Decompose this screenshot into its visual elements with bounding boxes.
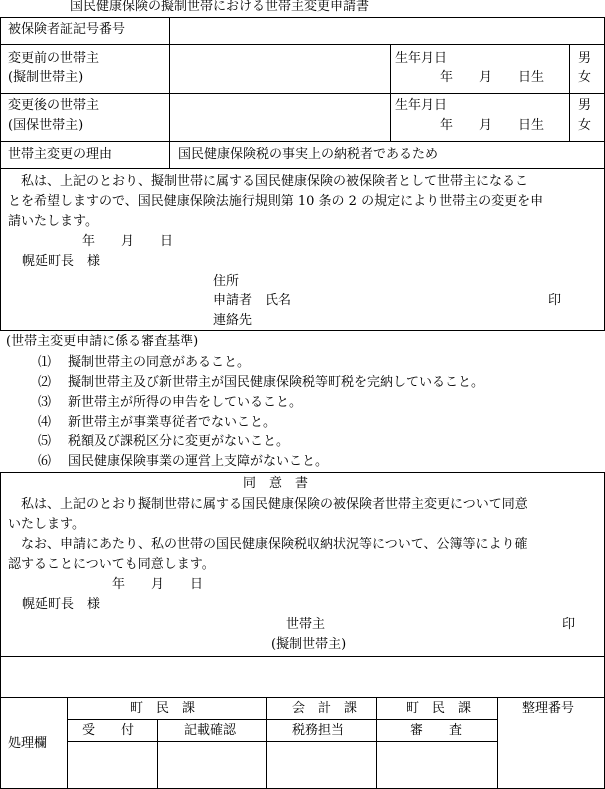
- after-householder-name-field[interactable]: [171, 95, 389, 140]
- applicant-seal: 印: [548, 293, 562, 308]
- table-rule: [0, 168, 605, 169]
- consent-seal: 印: [562, 617, 576, 632]
- table-rule: [569, 44, 570, 141]
- table-rule: [376, 697, 377, 789]
- consent-heading: 同 意 書: [243, 476, 309, 491]
- declaration-date: 年 月 日: [82, 234, 174, 249]
- declaration-line: 請いたします。: [8, 214, 98, 229]
- applicant-address-label: 住所: [213, 274, 240, 289]
- applicant-name-label: 申請者 氏名: [213, 293, 292, 308]
- table-rule: [157, 719, 158, 789]
- applicant-contact-label: 連絡先: [213, 313, 253, 328]
- column-header: 記載確認: [184, 723, 237, 738]
- criteria-item-text: 擬制世帯主の同意があること。: [68, 355, 251, 370]
- criteria-item-text: 擬制世帯主及び新世帯主が国民健康保険税等町税を完納していること。: [68, 375, 485, 390]
- criteria-heading: (世帯主変更申請に係る審査基準): [6, 334, 199, 349]
- column-header: 受 付: [82, 723, 135, 738]
- consent-signature-field[interactable]: [2, 658, 603, 696]
- before-sex-male[interactable]: 男: [578, 51, 592, 66]
- table-rule: [266, 697, 267, 789]
- after-householder-sublabel: (国保世帯主): [8, 118, 84, 133]
- insured-number-field[interactable]: [171, 19, 603, 43]
- after-sex-female[interactable]: 女: [578, 118, 592, 133]
- table-rule: [67, 697, 68, 789]
- consent-addressee: 幌延町長 様: [22, 597, 101, 612]
- after-birth-date: 年 月 日生: [440, 118, 545, 133]
- column-header: 審 査: [410, 723, 463, 738]
- criteria-item-number: ⑸: [38, 434, 52, 449]
- after-birth-label: 生年月日: [395, 98, 448, 113]
- table-rule: [169, 17, 170, 168]
- consent-householder-sublabel: (擬制世帯主): [271, 637, 347, 652]
- criteria-item-number: ⑴: [38, 355, 52, 370]
- table-rule: [0, 93, 605, 94]
- before-sex-female[interactable]: 女: [578, 70, 592, 85]
- before-householder-name-field[interactable]: [171, 46, 389, 92]
- criteria-item-number: ⑶: [38, 395, 52, 410]
- declaration-addressee: 幌延町長 様: [22, 254, 101, 269]
- criteria-item-text: 税額及び課税区分に変更がないこと。: [68, 434, 290, 449]
- consent-line: 私は、上記のとおり擬制世帯に属する国民健康保険の被保険者世帯主変更について同意: [8, 497, 528, 512]
- criteria-item-number: ⑵: [38, 375, 52, 390]
- dept-header: 町 民 課: [130, 701, 196, 716]
- before-householder-sublabel: (擬制世帯主): [8, 70, 84, 85]
- consent-line: なお、申請にあたり、私の世帯の国民健康保険税収納状況等について、公簿等により確: [8, 537, 528, 552]
- after-sex-male[interactable]: 男: [578, 98, 592, 113]
- reason-label: 世帯主変更の理由: [8, 147, 113, 162]
- after-householder-label: 変更後の世帯主: [8, 98, 100, 113]
- consent-line: いたします。: [8, 517, 85, 532]
- criteria-item-number: ⑹: [38, 454, 52, 469]
- insured-number-label: 被保険者証記号番号: [8, 22, 126, 37]
- column-header: 税務担当: [292, 723, 345, 738]
- declaration-line: 私は、上記のとおり、擬制世帯に属する国民健康保険の被保険者として世帯主になるこ: [8, 174, 529, 189]
- consent-date: 年 月 日: [112, 577, 204, 592]
- table-rule: [0, 44, 605, 45]
- criteria-item-number: ⑷: [38, 415, 52, 430]
- criteria-item-text: 国民健康保険事業の運営上支障がないこと。: [68, 454, 329, 469]
- table-rule: [497, 697, 498, 789]
- reference-number-label: 整理番号: [522, 701, 575, 716]
- before-birth-date: 年 月 日生: [440, 70, 545, 85]
- dept-header: 町 民 課: [406, 701, 472, 716]
- table-rule: [390, 44, 391, 141]
- form-title: 国民健康保険の擬制世帯における世帯主変更申請書: [70, 0, 370, 14]
- criteria-item-text: 新世帯主が所得の申告をしていること。: [68, 395, 303, 410]
- consent-householder-label: 世帯主: [286, 617, 326, 632]
- before-birth-label: 生年月日: [395, 51, 448, 66]
- dept-header: 会 計 課: [292, 701, 358, 716]
- table-rule: [0, 697, 605, 698]
- reason-value: 国民健康保険税の事実上の納税者であるため: [178, 147, 439, 162]
- table-rule: [0, 656, 605, 657]
- table-rule: [0, 141, 605, 142]
- consent-line: 認することについても同意します。: [8, 557, 215, 572]
- table-rule: [67, 719, 497, 720]
- before-householder-label: 変更前の世帯主: [8, 51, 100, 66]
- table-rule: [67, 741, 497, 742]
- criteria-item-text: 新世帯主が事業専従者でないこと。: [68, 415, 277, 430]
- processing-label: 処理欄: [8, 736, 48, 751]
- declaration-line: とを希望しますので、国民健康保険法施行規則第 10 条の 2 の規定により世帯主の変更を申: [8, 194, 544, 209]
